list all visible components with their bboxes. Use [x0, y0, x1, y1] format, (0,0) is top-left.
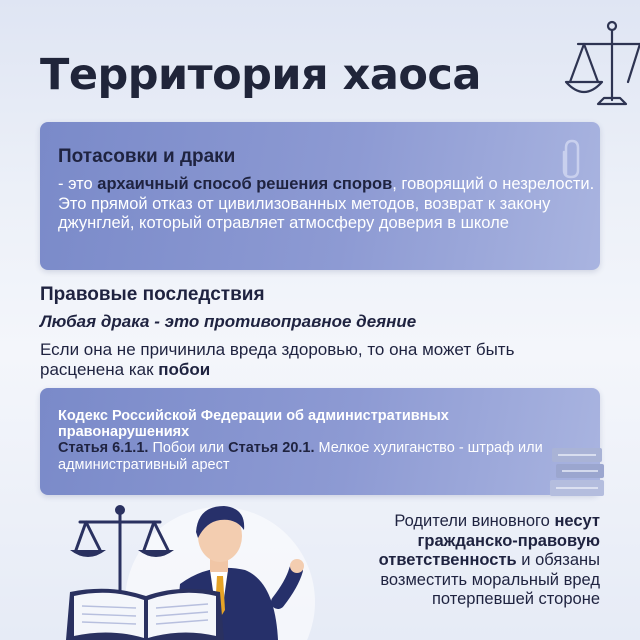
definition-bold: архаичный способ решения споров: [97, 175, 393, 193]
resp-part-2: и обязаны возместить моральный вред потерпевшей стороне: [380, 551, 600, 608]
article-2: Статья 20.1.: [228, 440, 315, 456]
law-card: [40, 388, 600, 495]
lawyer-illustration: [60, 492, 360, 640]
card-heading: Потасовки и драки: [58, 146, 236, 167]
definition-text: [58, 175, 598, 234]
legal-text-plain: Если она не причинила вреда здоровью, то она может быть расценена как: [40, 340, 515, 379]
article-1-text: Побои или: [148, 440, 229, 456]
legal-heading: Правовые последствия: [40, 284, 265, 305]
open-book-icon: [66, 589, 224, 640]
page-title: Территория хаоса: [40, 50, 481, 100]
article-2-text: Мелкое хулиганство - штраф или административный арест: [58, 440, 543, 473]
legal-subheading: Любая драка - это противоправное деяние: [40, 312, 417, 331]
books-icon: [548, 440, 608, 500]
law-code-title: Кодекс Российской Федерации об административных правонарушениях: [58, 408, 449, 440]
resp-part-1: Родители виновного: [394, 512, 555, 530]
law-articles: [58, 440, 588, 474]
scales-icon: [558, 12, 640, 112]
definition-rest: , говорящий о незрелости. Это прямой отказ от цивилизованных методов, возврат к закону джунглей, который отравляет атмосферу доверия в школе: [58, 175, 595, 232]
definition-prefix: - это: [58, 175, 98, 193]
article-1: Статья 6.1.1.: [58, 440, 149, 456]
resp-bold: несут гражданско-правовую ответственность: [378, 512, 600, 569]
legal-text: [40, 340, 600, 380]
legal-text-bold: побои: [158, 360, 211, 379]
paperclip-icon: [558, 136, 584, 182]
responsibility-text: [330, 512, 600, 610]
definition-card: [40, 122, 600, 270]
